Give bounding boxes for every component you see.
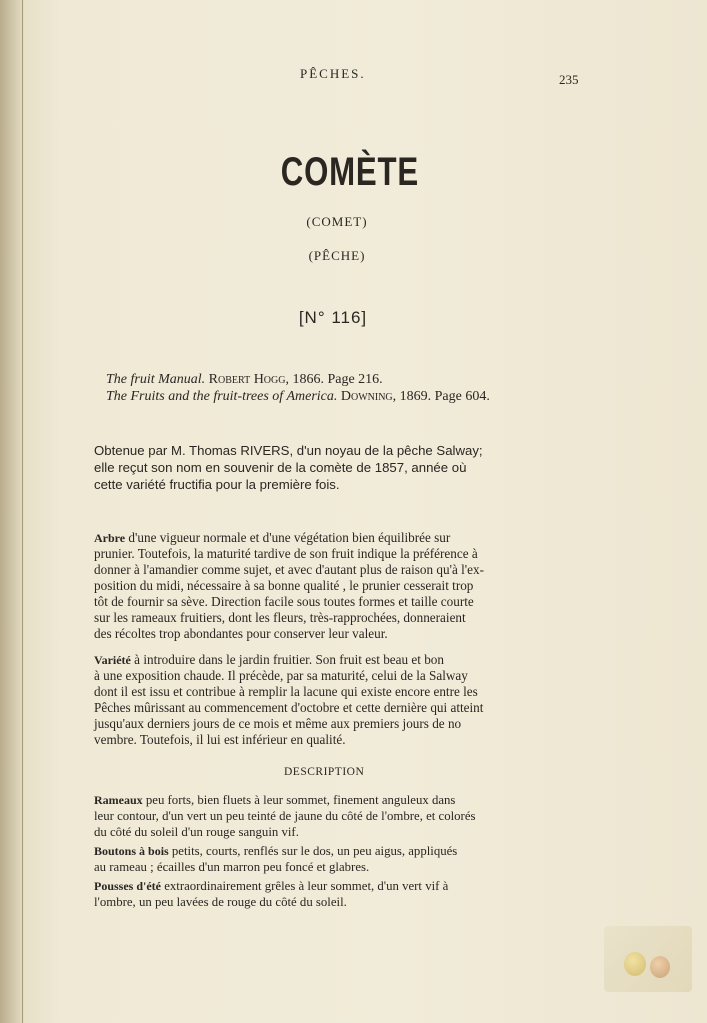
origin-line: elle reçut son nom en souvenir de la comète de 1857, année où	[94, 460, 467, 475]
book-spine	[0, 0, 24, 1023]
paragraph-line: donner à l'amandier comme sujet, et avec d'autant plus de raison qu'à l'ex-	[94, 562, 484, 577]
paragraph-line	[94, 843, 582, 859]
arbre-lead: Arbre	[94, 531, 126, 545]
paragraph-line: position du midi, nécessaire à sa bonne qualité , le prunier cesserait trop	[94, 578, 474, 593]
paragraph-line: dont il est issu et contribue à remplir la lacune qui existe encore entre les	[94, 684, 478, 699]
paragraph-line: tôt de fournir sa sève. Direction facile sous toutes formes et taille courte	[94, 594, 474, 609]
paragraph-line: jusqu'aux derniers jours de ce mois et même aux premiers jours de no	[94, 716, 462, 731]
reference-work: The fruit Manual.	[106, 372, 206, 387]
pousses-paragraph	[94, 878, 582, 910]
reference-author: Robert Hogg	[208, 372, 286, 387]
line-text: d'une vigueur normale et d'une végétation bien équilibrée sur	[125, 530, 451, 545]
page-title: COMÈTE	[280, 150, 419, 194]
fruit-icon	[624, 952, 646, 976]
line-text: extraordinairement grêles à leur sommet, d'un vert vif à	[161, 879, 449, 893]
variete-paragraph	[94, 652, 582, 748]
pousses-lead: Pousses d'été	[94, 879, 161, 893]
fruit-watermark	[604, 926, 692, 992]
description-heading: DESCRIPTION	[284, 766, 365, 778]
rameaux-lead: Rameaux	[94, 793, 143, 807]
paragraph-line: sur les rameaux fruitiers, dont les fleurs, très-rapprochées, donneraient	[94, 610, 466, 625]
reference-2	[106, 389, 490, 405]
paragraph-line	[94, 792, 582, 808]
paragraph-line: prunier. Toutefois, la maturité tardive de son fruit indique la préférence à	[94, 546, 478, 561]
boutons-lead: Boutons à bois	[94, 844, 169, 858]
fruit-kind: (PÊCHE)	[308, 248, 366, 263]
paragraph-line	[94, 878, 582, 894]
running-header: PÊCHES.	[300, 66, 366, 81]
paragraph-line	[94, 530, 582, 546]
paragraph-line: leur contour, d'un vert un peu teinté de jaune du côté de l'ombre, et colorés	[94, 809, 476, 823]
fruit-icon	[650, 956, 670, 978]
origin-line: Obtenue par M. Thomas RIVERS, d'un noyau de la pêche Salway;	[94, 443, 483, 458]
gutter-line	[22, 0, 23, 1023]
origin-line: cette variété fructifia pour la première fois.	[94, 477, 340, 492]
reference-details: , 1869. Page 604.	[392, 389, 490, 404]
origin-paragraph	[94, 442, 584, 493]
reference-author: Downing	[340, 389, 393, 404]
reference-work: The Fruits and the fruit-trees of America.	[106, 389, 338, 404]
paragraph-line	[94, 652, 582, 668]
rameaux-paragraph	[94, 792, 582, 840]
paragraph-line: l'ombre, un peu lavées de rouge du côté du soleil.	[94, 895, 347, 909]
line-text: à introduire dans le jardin fruitier. Son fruit est beau et bon	[130, 652, 444, 667]
page-number: 235	[559, 72, 579, 87]
catalog-number: [N° 116]	[298, 308, 368, 327]
paragraph-line: vembre. Toutefois, il lui est inférieur en qualité.	[94, 732, 346, 747]
english-name: (COMET)	[306, 214, 368, 229]
variete-lead: Variété	[94, 653, 131, 667]
reference-details: , 1866. Page 216.	[285, 372, 383, 387]
paragraph-line: des récoltes trop abondantes pour conserver leur valeur.	[94, 626, 388, 641]
paragraph-line: du côté du soleil d'un rouge sanguin vif.	[94, 825, 299, 839]
reference-1	[106, 372, 383, 388]
paragraph-line: au rameau ; écailles d'un marron peu foncé et glabres.	[94, 860, 370, 874]
line-text: petits, courts, renflés sur le dos, un peu aigus, appliqués	[168, 844, 458, 858]
line-text: peu forts, bien fluets à leur sommet, finement anguleux dans	[142, 793, 456, 807]
arbre-paragraph	[94, 530, 582, 642]
paragraph-line: Pêches mûrissant au commencement d'octobre et cette dernière qui atteint	[94, 700, 484, 715]
paragraph-line: à une exposition chaude. Il précède, par sa maturité, celui de la Salway	[94, 668, 468, 683]
boutons-paragraph	[94, 843, 582, 875]
